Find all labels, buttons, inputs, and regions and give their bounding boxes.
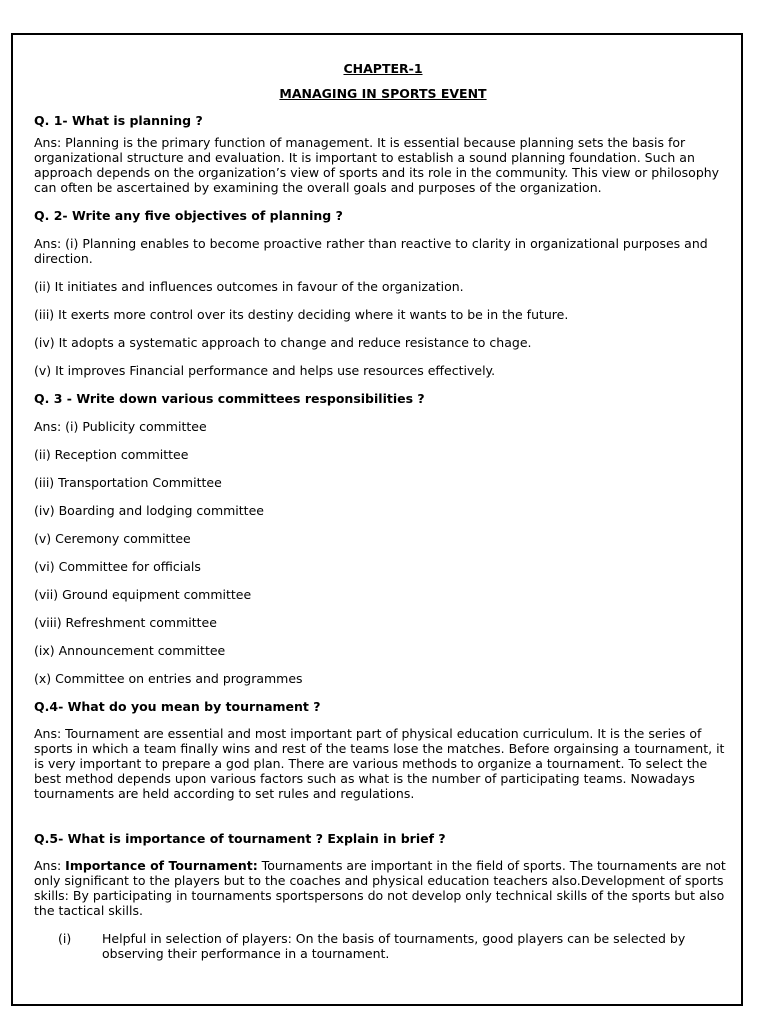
- document-page: [11, 33, 743, 1006]
- question-5: Q.5- What is importance of tournament ? Explain in brief ?: [34, 831, 446, 846]
- question-3: Q. 3 - Write down various committees responsibilities ?: [34, 391, 425, 406]
- committee-item: (ix) Announcement committee: [34, 643, 226, 658]
- question-2: Q. 2- Write any five objectives of planning ?: [34, 208, 343, 223]
- answer-5: [34, 858, 732, 918]
- committee-item: (iii) Transportation Committee: [34, 475, 222, 490]
- sub-point-text: Helpful in selection of players: On the basis of tournaments, good players can be selected by observing their performance in a tournament.: [102, 931, 686, 961]
- objective-item: (iv) It adopts a systematic approach to change and reduce resistance to chage.: [34, 335, 532, 350]
- document-content: [34, 61, 732, 961]
- committee-item: (viii) Refreshment committee: [34, 615, 217, 630]
- committee-item: (iv) Boarding and lodging committee: [34, 503, 264, 518]
- objective-item: (iii) It exerts more control over its destiny deciding where it wants to be in the future.: [34, 307, 569, 322]
- committee-item: (vii) Ground equipment committee: [34, 587, 252, 602]
- committee-item: (v) Ceremony committee: [34, 531, 191, 546]
- question-4: Q.4- What do you mean by tournament ?: [34, 699, 321, 714]
- committee-item: Ans: (i) Publicity committee: [34, 419, 207, 434]
- answer-1: Ans: Planning is the primary function of management. It is essential because planning sets the basis for organizational structure and evaluation. It is important to establish a sound planning foundation. Such an approach depends on the organization’s view of sports and its role in the community. This view or philosophy can often be ascertained by examining the overall goals and purposes of the organization.: [34, 135, 720, 195]
- chapter-title: MANAGING IN SPORTS EVENT: [279, 86, 487, 101]
- objective-item: Ans: (i) Planning enables to become proactive rather than reactive to clarity in organizational purposes and direction.: [34, 236, 708, 266]
- sub-point: [34, 931, 732, 961]
- answer-5-bold: Importance of Tournament:: [65, 858, 258, 873]
- answer-4: Ans: Tournament are essential and most important part of physical education curriculum. It is the series of sports in which a team finally wins and rest of the teams lose the matches. Before orgainsing a tournament, it is very important to prepare a god plan. There are various methods to organize a tournament. To select the best method depends upon various factors such as what is the number of participating teams. Nowadays tournaments are held according to set rules and regulations.: [34, 726, 725, 801]
- committee-item: (ii) Reception committee: [34, 447, 189, 462]
- spacer: [34, 801, 732, 819]
- answer-5-prefix: Ans:: [34, 858, 66, 873]
- question-1: Q. 1- What is planning ?: [34, 113, 203, 128]
- sub-point-number: (i): [58, 931, 72, 946]
- committee-item: (x) Committee on entries and programmes: [34, 671, 303, 686]
- committee-item: (vi) Committee for officials: [34, 559, 201, 574]
- chapter-heading: CHAPTER-1: [343, 61, 423, 76]
- answer-5-text: Tournaments are important in the field of sports. The tournaments are not only significant to the players but to the coaches and physical education teachers also.Development of sports skills: By participating in tournaments sportspersons do not develop only technical skills of the sports but also the tactical skills.: [34, 858, 726, 918]
- objective-item: (v) It improves Financial performance and helps use resources effectively.: [34, 363, 496, 378]
- objective-item: (ii) It initiates and influences outcomes in favour of the organization.: [34, 279, 464, 294]
